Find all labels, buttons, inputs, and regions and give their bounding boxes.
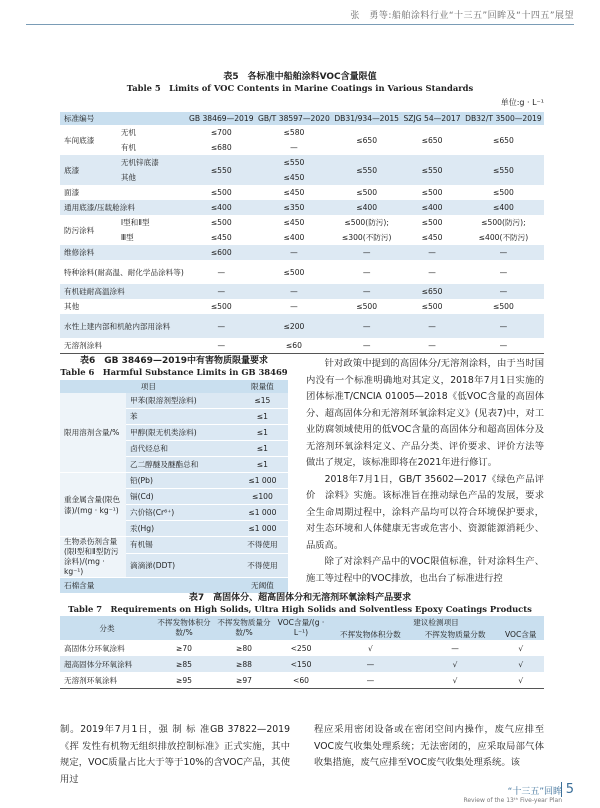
t7-cell: — (328, 672, 413, 689)
t5-cat: 有机硅耐高温涂料 (60, 284, 187, 299)
footer-section-cn: “十三五”回眸 (507, 787, 562, 797)
t5-cat: 车间底漆 (64, 135, 95, 145)
t5-col-db32: DB32/T 3500—2019 (463, 112, 544, 125)
t7-cell: — (328, 656, 413, 672)
t7-cell: √ (413, 672, 498, 689)
t6-item: 甲醇(限无机类涂料) (126, 425, 237, 441)
t5-cell: ≤500(防污); (344, 218, 389, 227)
t6-value: ≤1 000 (237, 521, 288, 537)
t7-cell: ≥85 (154, 656, 214, 672)
t6-group-biocides: 生物杀伤剂含量(限Ⅰ型和Ⅱ型防污涂料)/(mg · kg⁻¹) (60, 537, 126, 578)
t5-cell: ≤500 (210, 218, 232, 227)
t5-cell: — (401, 314, 463, 338)
t7-cell: √ (518, 643, 524, 653)
t5-cell: ≤500 (283, 267, 305, 277)
t7-row-name: 超高固体分环氧涂料 (60, 656, 154, 672)
t7-col-m2: 不挥发物质量分数 (413, 628, 498, 640)
footer (463, 784, 562, 804)
t5-cell: — (332, 338, 401, 354)
t7-col-class: 分类 (60, 616, 154, 640)
t7-cell: ≥97 (214, 672, 274, 689)
table7-title-cn: 表7 高固体分、超高固体分和无溶剂环氧涂料产品要求 (188, 593, 412, 603)
t5-cell: ≤60 (256, 338, 332, 354)
t6-item: 六价铬(Cr⁶⁺) (126, 505, 237, 521)
t5-cell: — (187, 338, 256, 354)
t5-cat: 特种涂料(耐高温、耐化学品涂料等) (64, 267, 184, 277)
t5-cell: ≤450 (283, 188, 305, 197)
t5-col-gb38469: GB 38469—2019 (187, 112, 256, 125)
t5-cell: ≤500(防污); (481, 218, 526, 227)
t5-cell: ≤500 (492, 188, 514, 197)
t5-cat: 无溶剂涂料 (60, 338, 187, 354)
t5-cell: ≤550 (256, 155, 332, 170)
t5-cell: ≤700 (210, 128, 232, 137)
t5-cell: — (290, 302, 298, 311)
table6 (60, 380, 288, 594)
t7-col-solid-vol: 不挥发物体积分数/% (154, 616, 214, 640)
t6-col-item: 项目 (60, 380, 237, 393)
t6-item: 苯 (126, 409, 237, 425)
t5-cell: ≤550 (463, 155, 544, 185)
t6-value: ≤15 (237, 393, 288, 409)
t5-cell: ≤450 (256, 170, 332, 185)
t7-col-voc: VOC含量/(g · L⁻¹) (274, 616, 328, 640)
table6-title-cn: 表6 GB 38469—2019中有害物质限量要求 (79, 356, 268, 366)
t6-group-metals: 重金属含量(限色漆)/(mg · kg⁻¹) (60, 473, 126, 537)
t5-cell: ≤550 (332, 155, 401, 185)
t7-cell: <60 (274, 672, 328, 689)
footer-section-en: Review of the 13ᵗʰ Five-year Plan (463, 797, 562, 804)
table5-unit: 单位:g · L⁻¹ (500, 98, 544, 107)
t7-cell: √ (497, 656, 544, 672)
t7-cell: √ (367, 643, 373, 653)
table7 (60, 616, 544, 689)
t5-cell: — (256, 284, 332, 299)
table6-title-en: Table 6 Harmful Substance Limits in GB 38469 (60, 367, 288, 377)
t5-cell: — (463, 284, 544, 299)
t6-item: 镉(Cd) (126, 489, 237, 505)
t7-cell: <150 (274, 656, 328, 672)
t5-cell: ≤500 (210, 302, 232, 311)
t6-item: 卤代烃总和 (126, 441, 237, 457)
body-text-right (306, 356, 544, 587)
t6-item: 乙二醇醚及醚酯总和 (126, 457, 237, 473)
paragraph: 针对政策中提到的高固体分/无溶剂涂料，由于当时国内没有一个标准明确地对其定义，2018年7月1日实施的团体标准T/CNCIA 01005—2018《低VOC含量的高固体分、超高固体分和无溶剂环氧涂料定义》(见表7)中，对工业防腐领域使用的低VOC含量的高固体分和超高固体分及无溶剂环氧涂料定义、产品分类、评价要求、评价方法等做出了规定，该标准即将在2021年进行修订。 (306, 358, 544, 468)
t5-cat: 防污涂料 (64, 225, 95, 235)
t5-cell: — (187, 314, 256, 338)
t7-cell: ≥80 (235, 643, 253, 653)
t5-cell: — (256, 245, 332, 260)
t6-value: ≤1 (237, 409, 288, 425)
t6-value: ≤1 (237, 457, 288, 473)
paragraph: 制。2019年7月1日，强 制 标 准GB 37822—2019《挥 发性有机物无组织排放控制标准》正式实施，其中规定，VOC质量占比大于等于10%的含VOC产品，其使用过 (60, 724, 290, 785)
t5-col-standard: 标准编号 (60, 112, 187, 125)
t5-cell: ≤450 (210, 233, 232, 242)
t6-item: 有机锡 (126, 537, 237, 554)
t7-row-name: 无溶剂环氧涂料 (60, 672, 154, 689)
t6-value: ≤100 (237, 489, 288, 505)
t6-item: 铅(Pb) (126, 473, 237, 489)
t5-cell: ≤500 (421, 218, 443, 227)
t7-cell: ≥70 (175, 643, 193, 653)
t6-value: ≤1 (237, 425, 288, 441)
t5-cell: ≤550 (401, 155, 463, 185)
t5-cell: ≤300(不防污) (341, 233, 392, 242)
t5-cell: ≤650 (401, 284, 463, 299)
t5-cell: — (463, 245, 544, 260)
t5-sub: 无机 (120, 128, 137, 137)
t5-cat: 水性上建内部和机舱内部用涂料 (60, 314, 187, 338)
t5-cat: 底漆 (60, 155, 119, 185)
t5-cell: — (499, 267, 508, 277)
t5-cell: — (332, 284, 401, 299)
t5-cell: ≤650 (421, 135, 443, 145)
t5-cell: ≤500 (421, 302, 443, 311)
t5-cell: ≤400 (332, 200, 401, 215)
t6-item: 汞(Hg) (126, 521, 237, 537)
table7-title-en: Table 7 Requirements on High Solids, Ultra High Solids and Solventless Epoxy Coatings Products (68, 604, 532, 614)
t6-value: 不得使用 (237, 553, 288, 577)
t5-cell: — (362, 267, 371, 277)
t5-cell: — (463, 314, 544, 338)
t5-sub: 其他 (119, 170, 187, 185)
body-text-bottom-left (60, 722, 290, 788)
table5-title-cn: 表5 各标准中船舶涂料VOC含量限值 (223, 72, 377, 82)
t6-value: ≤1 000 (237, 473, 288, 489)
t5-sub: 有机 (120, 143, 137, 152)
t5-cell: ≤650 (356, 135, 378, 145)
t5-cell: ≤600 (187, 245, 256, 260)
t7-cell: √ (497, 672, 544, 689)
t7-col-solid-mass: 不挥发物质量分数/% (214, 616, 274, 640)
running-header: 张 勇等:船舶涂料行业“十三五”回眸及“十四五”展望 (350, 11, 574, 21)
paragraph: 除了对涂料产品中的VOC限值标准，针对涂料生产、施工等过程中的VOC排放，也出台了标准进行控 (306, 556, 544, 584)
t7-col-method: 建议检测项目 (328, 616, 544, 628)
t7-col-m3: VOC含量 (497, 628, 544, 640)
header-rule (26, 24, 574, 25)
t6-item: 甲苯(限溶剂型涂料) (126, 393, 237, 409)
t7-col-m1: 不挥发物体积分数 (328, 628, 413, 640)
t5-sub: Ⅰ型和Ⅱ型 (120, 218, 150, 227)
t5-cell: ≤350 (256, 200, 332, 215)
paragraph: 程应采用密闭设备或在密闭空间内操作，废气应排至VOC废气收集处理系统；无法密闭的，应采取局部气体收集措施，废气应排至VOC废气收集处理系统。该 (314, 724, 544, 768)
t5-cell: ≤400(不防污) (478, 233, 529, 242)
t5-cat: 通用底漆/压载舱涂料 (60, 200, 187, 215)
t5-cell: — (217, 267, 226, 277)
t7-cell: — (451, 643, 459, 653)
t5-cell: — (428, 267, 436, 277)
t7-cell: ≥95 (154, 672, 214, 689)
t5-cat: 面漆 (64, 188, 80, 197)
t5-cell: ≤400 (283, 233, 305, 242)
t5-cat: 维修涂料 (60, 245, 187, 260)
t5-cell: ≤200 (256, 314, 332, 338)
t5-cell: ≤400 (187, 200, 256, 215)
t5-cell: ≤680 (210, 143, 232, 152)
t5-col-db31: DB31/934—2015 (332, 112, 401, 125)
table5-title-en: Table 5 Limits of VOC Contents in Marine Coatings in Various Standards (126, 83, 474, 93)
t7-cell: √ (413, 656, 498, 672)
t5-cell: ≤500 (356, 188, 378, 197)
t6-value: 无阈值 (237, 578, 288, 594)
t5-cell: — (463, 338, 544, 354)
t5-sub: Ⅲ型 (120, 233, 134, 242)
t7-row-name: 高固体分环氧涂料 (64, 643, 125, 653)
t6-value: 不得使用 (237, 537, 288, 554)
t5-cell: ≤500 (492, 302, 514, 311)
t5-cell: — (401, 338, 463, 354)
t5-col-gbt38597: GB/T 38597—2020 (256, 112, 332, 125)
paragraph: 2018年7月1日，GB/T 35602—2017《绿色产品评价 涂料》实施。该标准旨在推动绿色产品的发展，要求全生命周期过程中，涂料产品均可以符合环境保护要求，对生态环境和人体健康无害或危害小、资源能源消耗少、品质高。 (306, 473, 544, 551)
t5-col-szjg: SZJG 54—2017 (401, 112, 463, 125)
t5-cell: ≤550 (187, 155, 256, 185)
t5-cell: — (187, 284, 256, 299)
t5-cell: ≤450 (283, 218, 305, 227)
t5-cell: ≤500 (356, 302, 378, 311)
t5-sub: 无机锌底漆 (119, 155, 187, 170)
table5 (60, 112, 544, 354)
page-number: 5 (561, 782, 574, 797)
t5-cell: — (290, 143, 298, 152)
t5-cell: ≤580 (283, 128, 305, 137)
t5-cell: ≤400 (463, 200, 544, 215)
t7-cell: ≥88 (214, 656, 274, 672)
t6-value: ≤1 (237, 441, 288, 457)
t7-cell: <250 (290, 643, 312, 653)
t5-cell: — (401, 245, 463, 260)
t6-item: 滴滴涕(DDT) (126, 553, 237, 577)
t5-cell: ≤450 (421, 233, 443, 242)
t5-cell: ≤650 (492, 135, 514, 145)
t5-cell: — (332, 245, 401, 260)
body-text-bottom-right (314, 722, 544, 772)
t5-cell: ≤500 (210, 188, 232, 197)
t5-cell: ≤400 (401, 200, 463, 215)
t6-group-solvent: 限用溶剂含量/% (60, 393, 126, 473)
t5-cat: 其他 (64, 302, 80, 311)
t6-group-asbestos: 石棉含量 (60, 578, 237, 594)
t5-cell: — (332, 314, 401, 338)
t6-col-limit: 限量值 (237, 380, 288, 393)
t5-cell: ≤500 (421, 188, 443, 197)
t6-value: ≤1 000 (237, 505, 288, 521)
